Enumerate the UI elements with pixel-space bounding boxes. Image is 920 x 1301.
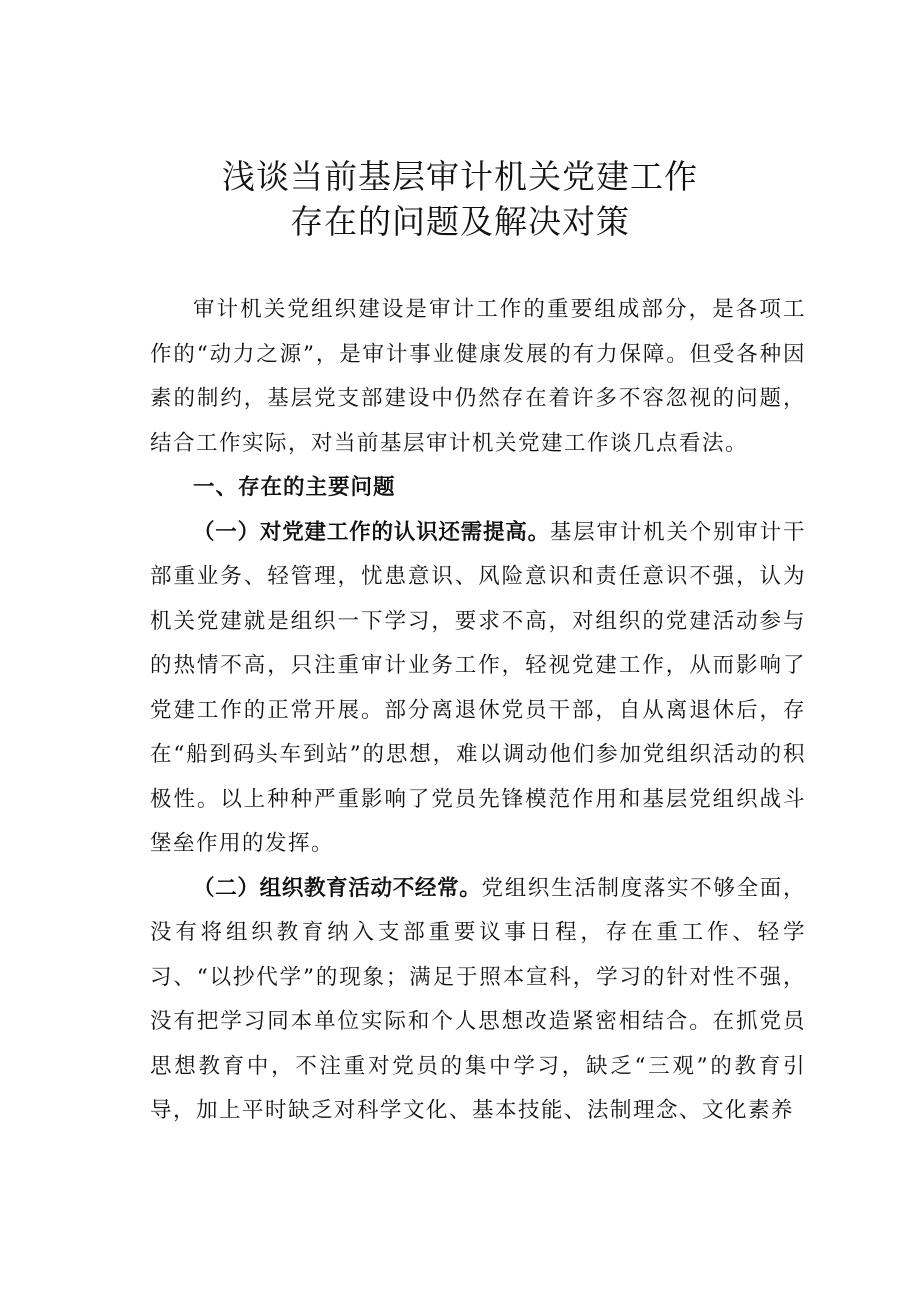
item-heading: （二）组织教育活动不经常。 xyxy=(193,875,482,901)
item-paragraph xyxy=(150,867,806,1134)
item-paragraph xyxy=(150,511,806,867)
document-body xyxy=(150,288,806,1134)
section-heading: 一、存在的主要问题 xyxy=(193,475,396,500)
document-title-line-2: 存在的问题及解决对策 xyxy=(290,202,630,241)
intro-paragraph: 审计机关党组织建设是审计工作的重要组成部分，是各项工作的“动力之源”，是审计事业健康发展的有力保障。但受各种因素的制约，基层党支部建设中仍然存在着许多不容忽视的问题，结合工作实际，对当前基层审计机关党建工作谈几点看法。 xyxy=(150,297,806,456)
item-text: 党组织生活制度落实不够全面，没有将组织教育纳入支部重要议事日程，存在重工作、轻学习、“以抄代学”的现象；满足于照本宣科，学习的针对性不强，没有把学习同本单位实际和个人思想改造紧密相结合。在抓党员思想教育中，不注重对党员的集中学习，缺乏“三观”的教育引导，加上平时缺乏对科学文化、基本技能、法制理念、文化素养 xyxy=(150,875,806,1123)
document-title-line-1: 浅谈当前基层审计机关党建工作 xyxy=(222,157,698,196)
item-heading: （一）对党建工作的认识还需提高。 xyxy=(193,519,550,545)
item-text: 基层审计机关个别审计干部重业务、轻管理，忧患意识、风险意识和责任意识不强，认为机关党建就是组织一下学习，要求不高，对组织的党建活动参与的热情不高，只注重审计业务工作，轻视党建工作，从而影响了党建工作的正常开展。部分离退休党员干部，自从离退休后，存在“船到码头车到站”的思想，难以调动他们参加党组织活动的积极性。以上种种严重影响了党员先锋模范作用和基层党组织战斗堡垒作用的发挥。 xyxy=(150,519,806,856)
